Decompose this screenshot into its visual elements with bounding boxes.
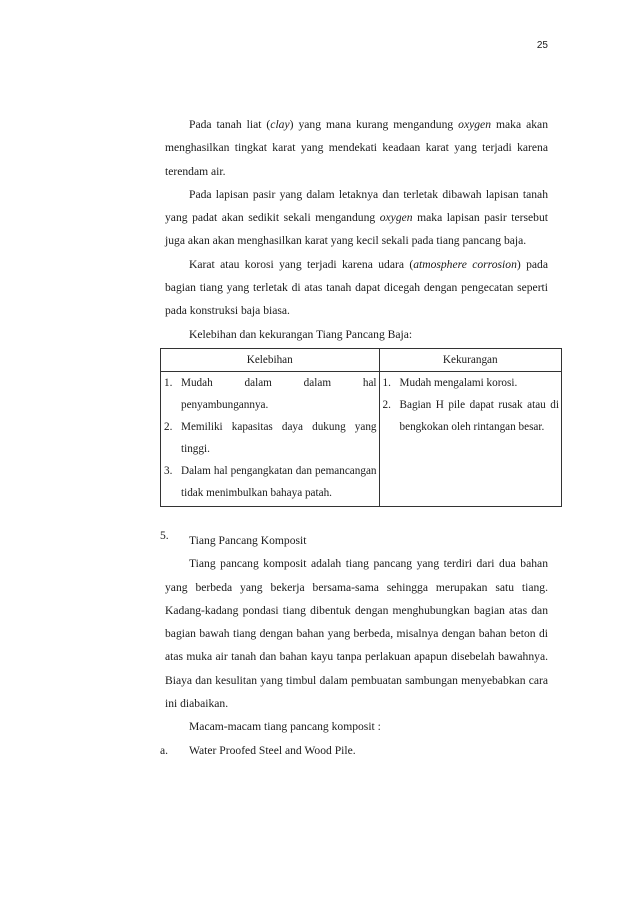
table-header-row: [161, 348, 562, 371]
pros-cons-table: [160, 348, 562, 507]
item-text: Mudah dalam dalam hal penyambungannya.: [181, 376, 377, 411]
paragraph-clay: Pada tanah liat (clay) yang mana kurang mengandung oxygen maka akan menghasilkan tingkat karat yang mendekati keadaan karat yang terjadi karena terendam air.: [165, 118, 548, 178]
list-item: [383, 372, 559, 394]
item-text: Mudah mengalami korosi.: [399, 376, 518, 389]
section-heading: [160, 528, 548, 552]
item-number: 2.: [382, 398, 391, 411]
sub-item-mark: a.: [160, 743, 169, 757]
list-item: [164, 460, 377, 504]
kelebihan-list: [164, 372, 377, 504]
section-title: Tiang Pancang Komposit: [189, 533, 307, 547]
paragraph-atmosphere: Karat atau korosi yang terjadi karena udara (atmosphere corrosion) pada bagian tiang yang terletak di atas tanah dapat dicegah dengan pengecatan seperti pada konstruksi baja biasa.: [165, 257, 548, 318]
item-text: Dalam hal pengangkatan dan pemancangan tidak menimbulkan bahaya patah.: [181, 464, 377, 499]
item-number: 3.: [164, 464, 173, 477]
kekurangan-cell: [379, 371, 561, 506]
header-kelebihan: Kelebihan: [161, 348, 380, 371]
page-body: [160, 113, 559, 762]
header-kekurangan: Kekurangan: [379, 348, 561, 371]
sub-item: [160, 739, 548, 762]
section-number: 5.: [160, 528, 169, 542]
kekurangan-list: [383, 372, 559, 438]
item-text: Bagian H pile dapat rusak atau di bengkokan oleh rintangan besar.: [399, 398, 559, 433]
list-item: [164, 416, 377, 460]
paragraph-sand: Pada lapisan pasir yang dalam letaknya dan terletak dibawah lapisan tanah yang padat akan sedikit sekali mengandung oxygen maka lapisan pasir tersebut juga akan akan menghasilkan karat yang kecil sekali pada tiang pancang baja.: [165, 187, 548, 248]
kelebihan-cell: [161, 371, 380, 506]
pros-cons-table-wrapper: [160, 348, 562, 507]
sub-item-text: Water Proofed Steel and Wood Pile.: [189, 743, 356, 757]
paragraph-types-intro: Macam-macam tiang pancang komposit :: [189, 720, 381, 734]
list-item: [383, 394, 559, 438]
paragraph-composite: Tiang pancang komposit adalah tiang pancang yang terdiri dari dua bahan yang berbeda yang bekerja bersama-sama sehingga merupakan satu tiang. Kadang-kadang pondasi tiang dibentuk dengan menghubungkan bagian atas dan bagian bawah tiang dengan bahan yang berbeda, misalnya dengan bahan beton di atas muka air tanah dan bahan kayu tanpa perlakuan apapun disebelah bawahnya. Biaya dan kesulitan yang timbul dalam pembuatan sambungan menyebabkan cara ini diabaikan.: [165, 557, 548, 711]
item-text: Memiliki kapasitas daya dukung yang tinggi.: [181, 420, 377, 455]
item-number: 2.: [164, 420, 173, 433]
item-number: 1.: [382, 376, 391, 389]
item-number: 1.: [164, 376, 173, 389]
page-number: 25: [536, 40, 548, 51]
list-item: [164, 372, 377, 416]
table-row: [161, 371, 562, 506]
table-caption: Kelebihan dan kekurangan Tiang Pancang Baja:: [189, 327, 413, 341]
